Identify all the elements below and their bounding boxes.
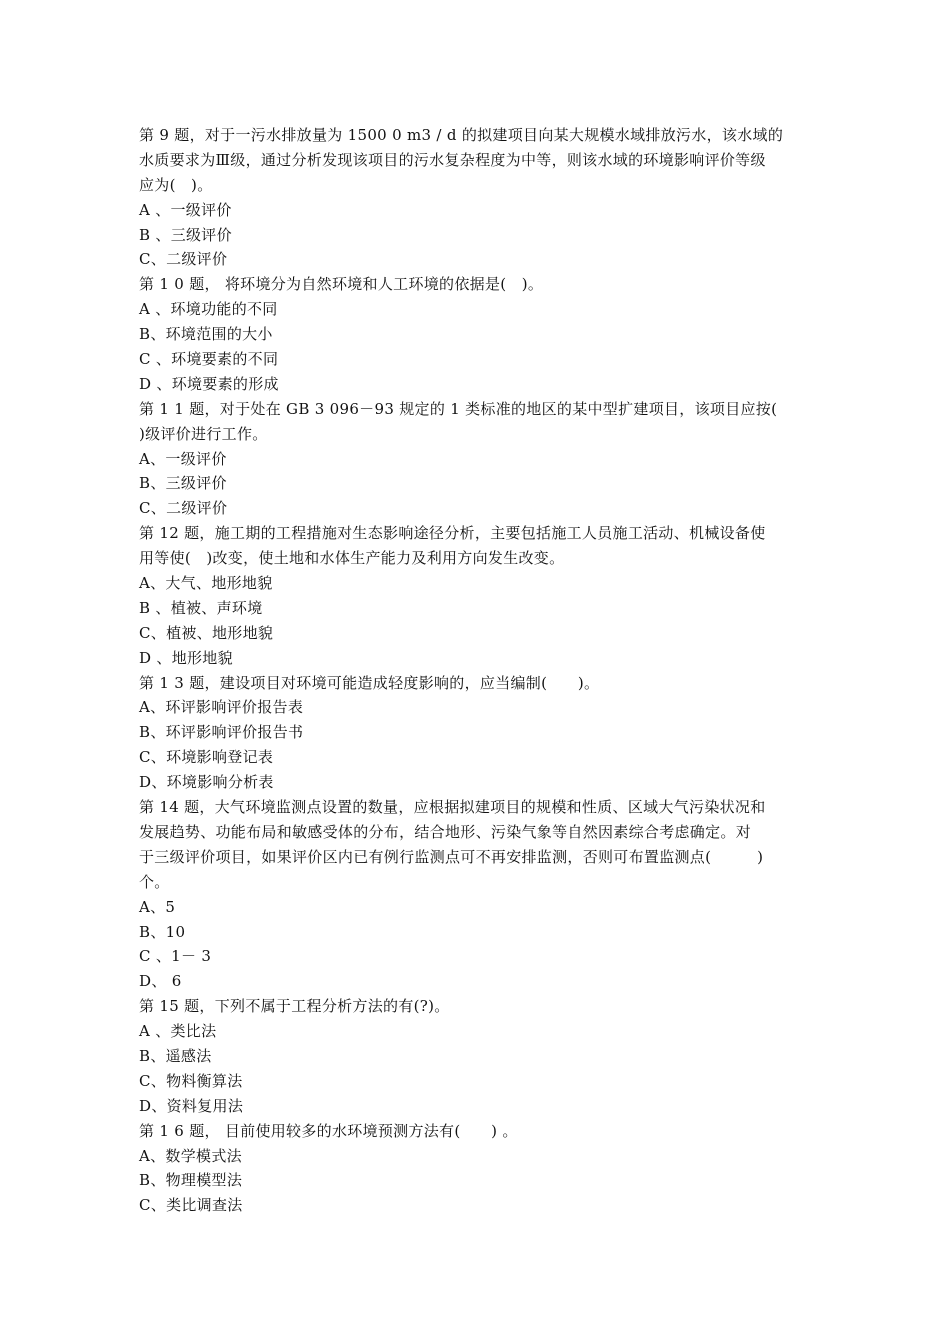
answer-option-line: C、环境影响登记表 <box>139 748 274 767</box>
answer-option-line: A、环评影响评价报告表 <box>139 698 304 717</box>
answer-option-line: B、环境范围的大小 <box>139 325 273 344</box>
question-text-line: )级评价进行工作。 <box>139 424 268 443</box>
answer-option-line: A 、一级评价 <box>139 200 232 219</box>
answer-option-line: B、物理模型法 <box>139 1171 243 1190</box>
answer-option-line: D 、地形地貌 <box>139 648 233 667</box>
answer-option-line: C、类比调查法 <box>139 1196 243 1215</box>
question-text-line: 第 1 1 题，对于处在 GB 3 096－93 规定的 1 类标准的地区的某中型扩建项目，该项目应按( <box>139 399 778 418</box>
answer-option-line: C、二级评价 <box>139 499 228 518</box>
answer-option-line: A、大气、地形地貌 <box>139 574 273 593</box>
answer-option-line: B、三级评价 <box>139 474 227 493</box>
answer-option-line: D、资料复用法 <box>139 1096 244 1115</box>
question-text-line: 于三级评价项目，如果评价区内已有例行监测点可不再安排监测，否则可布置监测点( ) <box>139 847 764 866</box>
answer-option-line: A 、类比法 <box>139 1022 217 1041</box>
answer-option-line: D、 6 <box>139 972 182 991</box>
answer-option-line: B 、三级评价 <box>139 225 232 244</box>
question-text-line: 发展趋势、功能布局和敏感受体的分布，结合地形、污染气象等自然因素综合考虑确定。对 <box>139 822 752 841</box>
question-text-line: 第 1 3 题，建设项目对环境可能造成轻度影响的，应当编制( )。 <box>139 673 600 692</box>
answer-option-line: C 、1－ 3 <box>139 947 212 966</box>
question-text-line: 第 1 6 题， 目前使用较多的水环境预测方法有( ) 。 <box>139 1121 518 1140</box>
answer-option-line: A、一级评价 <box>139 449 227 468</box>
question-text-line: 个。 <box>139 872 170 891</box>
question-text-line: 第 1 0 题， 将环境分为自然环境和人工环境的依据是( )。 <box>139 275 544 294</box>
answer-option-line: A、5 <box>139 897 176 916</box>
answer-option-line: C、植被、地形地貌 <box>139 623 274 642</box>
question-text-line: 应为( )。 <box>139 175 213 194</box>
question-text-line: 用等使( )改变，使土地和水体生产能力及利用方向发生改变。 <box>139 549 565 568</box>
answer-option-line: B 、植被、声环境 <box>139 598 263 617</box>
answer-option-line: A 、环境功能的不同 <box>139 300 278 319</box>
answer-option-line: C、二级评价 <box>139 250 228 269</box>
question-text-line: 第 15 题，下列不属于工程分析方法的有(?)。 <box>139 997 450 1016</box>
answer-option-line: D 、环境要素的形成 <box>139 374 279 393</box>
answer-option-line: B、10 <box>139 922 186 941</box>
answer-option-line: D、环境影响分析表 <box>139 773 274 792</box>
answer-option-line: C 、环境要素的不同 <box>139 350 279 369</box>
question-text-line: 第 9 题，对于一污水排放量为 1500 0 m3 / d 的拟建项目向某大规模水域排放污水，该水域的 <box>139 126 784 144</box>
question-text-line: 水质要求为Ⅲ级，通过分析发现该项目的污水复杂程度为中等，则该水域的环境影响评价等级 <box>139 150 766 169</box>
question-text-line: 第 14 题，大气环境监测点设置的数量，应根据拟建项目的规模和性质、区域大气污染状况和 <box>139 798 766 817</box>
answer-option-line: B、遥感法 <box>139 1046 212 1065</box>
answer-option-line: B、环评影响评价报告书 <box>139 723 304 742</box>
answer-option-line: A、数学模式法 <box>139 1146 242 1165</box>
question-text-line: 第 12 题，施工期的工程措施对生态影响途径分析，主要包括施工人员施工活动、机械设备使 <box>139 524 766 543</box>
document-text-body <box>139 123 814 1218</box>
answer-option-line: C、物料衡算法 <box>139 1071 243 1090</box>
